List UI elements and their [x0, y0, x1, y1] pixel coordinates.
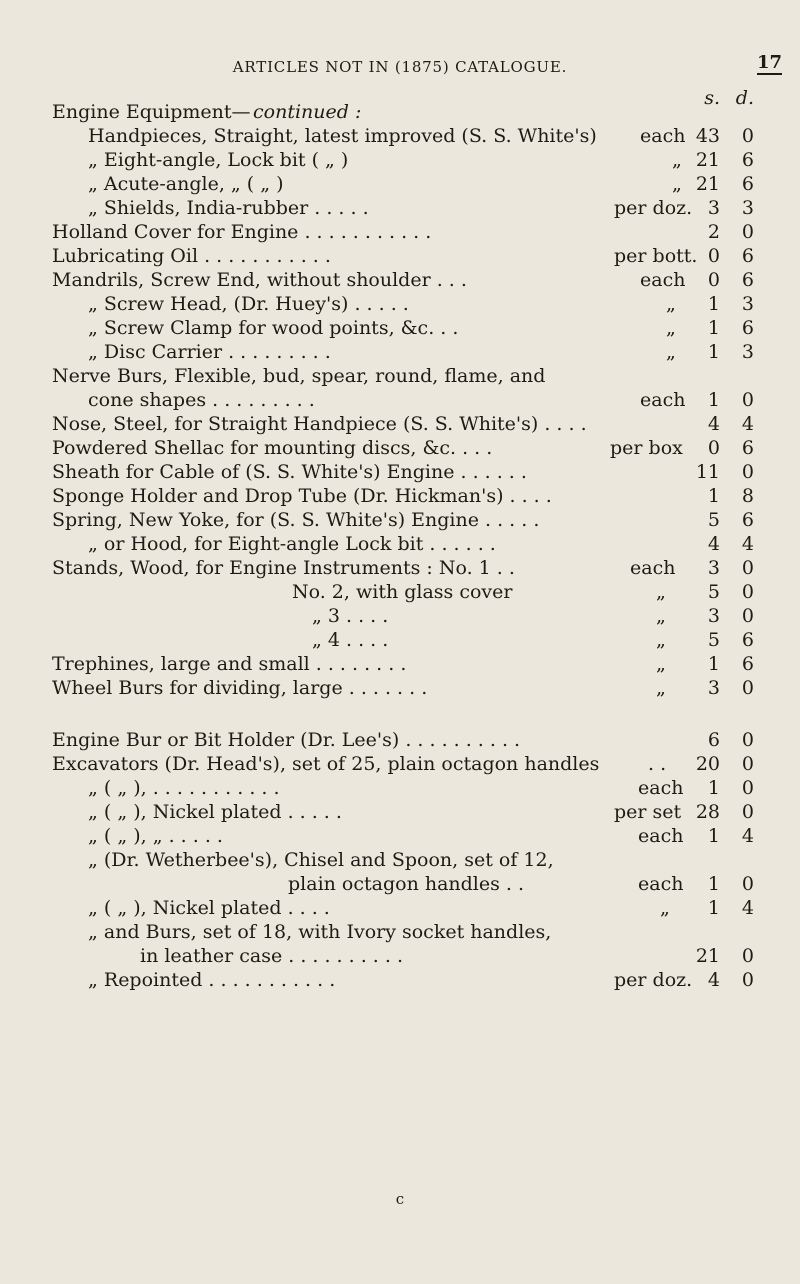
- price-shillings: 4: [707, 969, 720, 991]
- item-description: in leather case . . . . . . . . . .: [140, 945, 403, 967]
- price-pence: 0: [741, 873, 754, 895]
- price-shillings: 1: [707, 777, 720, 799]
- price-shillings: 3: [707, 677, 720, 699]
- item-description: „ and Burs, set of 18, with Ivory socket handles,: [88, 921, 552, 943]
- item-description: plain octagon handles . .: [288, 873, 525, 895]
- list-item: [0, 244, 800, 268]
- shillings-heading: s.: [704, 87, 720, 109]
- price-pence: 3: [741, 197, 754, 219]
- item-unit: „: [672, 149, 682, 171]
- item-unit: „: [666, 293, 676, 315]
- price-shillings: 43: [695, 125, 720, 147]
- item-unit: „: [672, 173, 682, 195]
- item-description: Stands, Wood, for Engine Instruments : No. 1 . .: [52, 557, 515, 579]
- item-unit: „: [660, 897, 670, 919]
- item-description: „ ( „ ), Nickel plated . . . .: [88, 897, 330, 919]
- item-description: Holland Cover for Engine . . . . . . . . . . .: [52, 221, 432, 243]
- price-pence: 6: [741, 149, 754, 171]
- list-item: [0, 532, 800, 556]
- price-pence: 0: [741, 677, 754, 699]
- item-unit: per doz.: [614, 969, 693, 991]
- item-description: No. 2, with glass cover: [292, 581, 513, 603]
- list-item: [0, 484, 800, 508]
- list-item: [0, 580, 800, 604]
- price-pence: 6: [741, 437, 754, 459]
- item-unit: „: [656, 581, 666, 603]
- price-pence: 6: [741, 629, 754, 651]
- price-shillings: 3: [707, 557, 720, 579]
- list-item: [0, 896, 800, 920]
- price-pence: 6: [741, 317, 754, 339]
- price-pence: 0: [741, 389, 754, 411]
- item-unit: each: [640, 269, 686, 291]
- item-description: Handpieces, Straight, latest improved (S. S. White's): [88, 125, 597, 147]
- price-pence: 0: [741, 581, 754, 603]
- price-pence: 4: [741, 825, 754, 847]
- item-description: „ Eight-angle, Lock bit ( „ ): [88, 149, 349, 171]
- item-unit: per box: [610, 437, 683, 459]
- list-item: [0, 124, 800, 148]
- item-description: „ 4 . . . .: [312, 629, 389, 651]
- page-number: 17: [756, 52, 782, 73]
- price-pence: 8: [741, 485, 754, 507]
- item-description: „ or Hood, for Eight-angle Lock bit . . . . . .: [88, 533, 496, 555]
- item-unit: „: [666, 341, 676, 363]
- item-unit: each: [640, 389, 686, 411]
- item-description-continued: continued :: [253, 101, 362, 123]
- price-shillings: 5: [707, 581, 720, 603]
- price-shillings: 6: [707, 729, 720, 751]
- item-unit: „: [656, 629, 666, 651]
- item-unit: „: [656, 677, 666, 699]
- item-unit: per bott.: [614, 245, 698, 267]
- item-description: Excavators (Dr. Head's), set of 25, plain octagon handles: [52, 753, 600, 775]
- page-header: [0, 52, 800, 82]
- item-description: Nose, Steel, for Straight Handpiece (S. S. White's) . . . .: [52, 413, 587, 435]
- price-pence: 0: [741, 945, 754, 967]
- price-shillings: 4: [707, 533, 720, 555]
- item-description: „ Screw Clamp for wood points, &c. . .: [88, 317, 459, 339]
- item-description: Lubricating Oil . . . . . . . . . . .: [52, 245, 331, 267]
- list-item: [0, 652, 800, 676]
- list-item: [0, 292, 800, 316]
- price-shillings: 2: [707, 221, 720, 243]
- list-item: [0, 268, 800, 292]
- list-item: [0, 848, 800, 872]
- list-item: [0, 172, 800, 196]
- price-shillings: 0: [707, 245, 720, 267]
- price-pence: 0: [741, 729, 754, 751]
- list-item: [0, 364, 800, 388]
- price-shillings: 1: [707, 653, 720, 675]
- item-unit: „: [656, 653, 666, 675]
- list-item: [0, 728, 800, 752]
- list-item: [0, 824, 800, 848]
- list-item: [0, 628, 800, 652]
- price-pence: 3: [741, 293, 754, 315]
- list-item: [0, 436, 800, 460]
- price-shillings: 21: [695, 945, 720, 967]
- list-item: [0, 776, 800, 800]
- item-description: Wheel Burs for dividing, large . . . . . . .: [52, 677, 428, 699]
- item-description: Engine Bur or Bit Holder (Dr. Lee's) . . . . . . . . . .: [52, 729, 521, 751]
- item-unit: . .: [648, 753, 667, 775]
- list-item: [0, 340, 800, 364]
- list-item: [0, 944, 800, 968]
- item-description: „ Shields, India-rubber . . . . .: [88, 197, 369, 219]
- column-headings: [0, 86, 800, 110]
- price-pence: 0: [741, 605, 754, 627]
- list-item: [0, 872, 800, 896]
- running-title: ARTICLES NOT IN (1875) CATALOGUE.: [232, 58, 568, 76]
- price-shillings: 5: [707, 509, 720, 531]
- price-shillings: 28: [695, 801, 720, 823]
- price-shillings: 1: [707, 825, 720, 847]
- item-unit: „: [666, 317, 676, 339]
- item-description: „ ( „ ), „ . . . . .: [88, 825, 223, 847]
- list-item: [0, 148, 800, 172]
- price-pence: 3: [741, 341, 754, 363]
- price-shillings: 3: [707, 197, 720, 219]
- price-pence: 0: [741, 557, 754, 579]
- list-item: [0, 752, 800, 776]
- price-pence: 0: [741, 969, 754, 991]
- item-description: „ Repointed . . . . . . . . . . .: [88, 969, 336, 991]
- list-item: [0, 220, 800, 244]
- item-description: Sheath for Cable of (S. S. White's) Engine . . . . . .: [52, 461, 527, 483]
- price-pence: 4: [741, 413, 754, 435]
- price-shillings: 3: [707, 605, 720, 627]
- price-shillings: 4: [707, 413, 720, 435]
- item-description: Sponge Holder and Drop Tube (Dr. Hickman's) . . . .: [52, 485, 552, 507]
- price-shillings: 1: [707, 317, 720, 339]
- price-shillings: 1: [707, 873, 720, 895]
- item-description: „ (Dr. Wetherbee's), Chisel and Spoon, set of 12,: [88, 849, 554, 871]
- item-unit: each: [630, 557, 676, 579]
- price-pence: 0: [741, 221, 754, 243]
- list-item: [0, 556, 800, 580]
- price-pence: 6: [741, 269, 754, 291]
- item-description: cone shapes . . . . . . . . .: [88, 389, 315, 411]
- list-item: [0, 968, 800, 992]
- item-description: Nerve Burs, Flexible, bud, spear, round, flame, and: [52, 365, 546, 387]
- list-item: [0, 316, 800, 340]
- price-pence: 6: [741, 245, 754, 267]
- price-pence: 0: [741, 753, 754, 775]
- list-item: [0, 676, 800, 700]
- item-unit: „: [656, 605, 666, 627]
- item-unit: per doz.: [614, 197, 693, 219]
- price-pence: 6: [741, 173, 754, 195]
- item-unit: each: [640, 125, 686, 147]
- price-shillings: 21: [695, 173, 720, 195]
- item-unit: each: [638, 873, 684, 895]
- price-pence: 0: [741, 801, 754, 823]
- price-shillings: 21: [695, 149, 720, 171]
- item-unit: per set: [614, 801, 682, 823]
- item-description: Mandrils, Screw End, without shoulder . . .: [52, 269, 467, 291]
- list-item: [0, 196, 800, 220]
- list-item: [0, 508, 800, 532]
- list-item: [0, 920, 800, 944]
- price-pence: 6: [741, 509, 754, 531]
- price-shillings: 5: [707, 629, 720, 651]
- list-item: [0, 388, 800, 412]
- item-description: „ ( „ ), Nickel plated . . . . .: [88, 801, 342, 823]
- list-item: [0, 460, 800, 484]
- price-pence: 0: [741, 461, 754, 483]
- price-shillings: 1: [707, 293, 720, 315]
- item-description: Engine Equipment—: [52, 101, 251, 123]
- item-unit: each: [638, 777, 684, 799]
- item-description: „ Screw Head, (Dr. Huey's) . . . . .: [88, 293, 409, 315]
- price-shillings: 0: [707, 437, 720, 459]
- price-shillings: 1: [707, 389, 720, 411]
- item-description: Powdered Shellac for mounting discs, &c. . . .: [52, 437, 493, 459]
- item-description: Trephines, large and small . . . . . . . .: [52, 653, 407, 675]
- price-shillings: 20: [695, 753, 720, 775]
- list-item: [0, 604, 800, 628]
- item-description: „ Disc Carrier . . . . . . . . .: [88, 341, 331, 363]
- item-unit: each: [638, 825, 684, 847]
- item-description: „ 3 . . . .: [312, 605, 389, 627]
- price-shillings: 0: [707, 269, 720, 291]
- list-item: [0, 412, 800, 436]
- item-description: „ ( „ ), . . . . . . . . . . .: [88, 777, 280, 799]
- price-pence: 4: [741, 533, 754, 555]
- price-pence: 4: [741, 897, 754, 919]
- price-pence: 0: [741, 125, 754, 147]
- item-description: Spring, New Yoke, for (S. S. White's) Engine . . . . .: [52, 509, 540, 531]
- price-pence: 0: [741, 777, 754, 799]
- price-shillings: 1: [707, 897, 720, 919]
- pence-heading: d.: [735, 87, 754, 109]
- signature-mark: c: [395, 1190, 405, 1208]
- price-shillings: 1: [707, 341, 720, 363]
- price-pence: 6: [741, 653, 754, 675]
- price-shillings: 11: [695, 461, 720, 483]
- price-shillings: 1: [707, 485, 720, 507]
- item-description: „ Acute-angle, „ ( „ ): [88, 173, 284, 195]
- list-item: [0, 800, 800, 824]
